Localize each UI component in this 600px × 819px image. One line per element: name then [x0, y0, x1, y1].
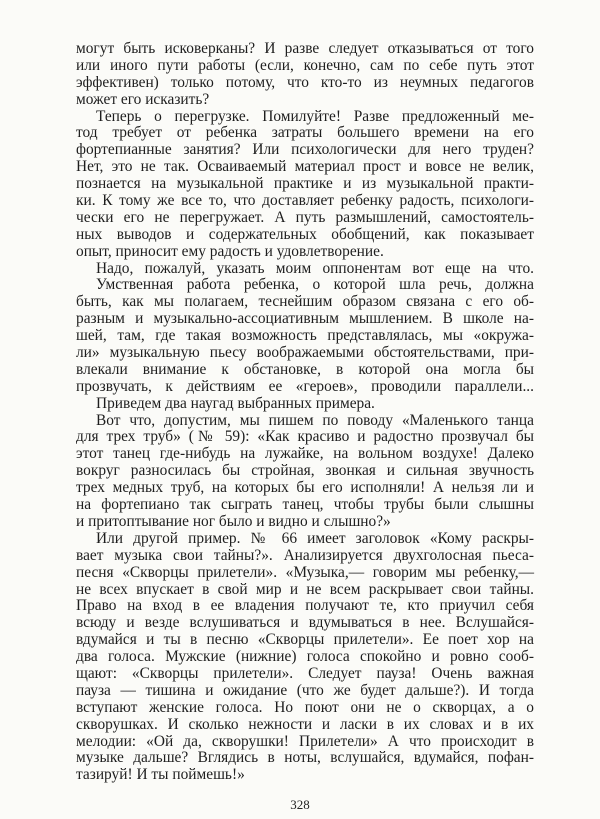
text-line: Приведем два наугад выбранных примера.	[96, 394, 375, 412]
text-line: всюду и везде вслушиваться и вдумываться в нее. Вслушайся-	[76, 614, 534, 632]
text-line: тазируй! И ты поймешь!»	[76, 766, 245, 784]
text-line: познается на музыкальной практике и из музыкальной практи-	[76, 175, 534, 193]
page-body-text	[76, 41, 534, 784]
page-number: 328	[290, 797, 310, 812]
text-line: вокруг разносилась бы стройная, звонкая и сильная звучность	[76, 462, 534, 480]
text-line: скворушках. И сколько нежности и ласки в их словах и в их	[76, 715, 534, 733]
text-line: ных выводов и содержательных обобщений, как показывает	[76, 225, 534, 243]
text-line: фортепианные занятия? Или психологически для него труден?	[76, 141, 534, 159]
text-line: разным и музыкально-ассоциативным мышлением. В школе на-	[76, 310, 534, 328]
text-line: вдумайся и ты в песню «Скворцы прилетели». Ее поет хор на	[76, 631, 534, 649]
text-line: два голоса. Мужские (нижние) голоса спокойно и ровно сооб-	[76, 648, 534, 666]
text-line: щают: «Скворцы прилетели». Следует пауза! Очень важная	[76, 664, 534, 682]
text-line: Надо, пожалуй, указать моим оппонентам вот еще на что.	[96, 259, 534, 277]
text-line: эффективен) только потому, что кто-то из неумных педагогов	[76, 73, 534, 91]
text-line: пауза — тишина и ожидание (что же будет дальше?). И тогда	[76, 681, 534, 699]
text-line: Вот что, допустим, мы пишем по поводу «Маленького танца	[96, 411, 534, 429]
text-line: Право на вход в ее владения получают те, кто приучил себя	[76, 597, 534, 615]
text-line: прозвучать, к действиям ее «героев», проводили параллели...	[76, 377, 534, 395]
text-line: или иного пути работы (если, конечно, сам по себе путь этот	[76, 56, 534, 74]
text-line: опыт, приносит ему радость и удовлетворение.	[76, 242, 384, 260]
text-line: не всех впускает в свой мир и не всем раскрывает свои тайны.	[76, 580, 534, 598]
text-line: Нет, это не так. Осваиваемый материал прост и вовсе не велик,	[76, 158, 534, 176]
text-line: для трех труб» (№ 59): «Как красиво и радостно прозвучал бы	[76, 428, 534, 446]
text-line: ли» музыкальную пьесу воображаемыми обстоятельствами, при-	[76, 344, 534, 362]
text-line: на фортепиано так сыграть танец, чтобы трубы были слышны	[76, 496, 534, 514]
text-line: шей, там, где такая возможность представлялась, мы «окружа-	[76, 327, 534, 345]
text-line: этот танец где-нибудь на лужайке, на вольном воздухе! Далеко	[76, 445, 534, 463]
text-line: Теперь о перегрузке. Помилуйте! Разве предложенный ме-	[96, 107, 534, 125]
text-line: вступают женские голоса. Но поют они не о скворцах, а о	[76, 698, 534, 716]
text-line: тод требует от ребенка затраты большего времени на его	[76, 124, 534, 142]
text-line: песня «Скворцы прилетели». «Музыка,— говорим мы ребенку,—	[76, 563, 534, 581]
text-line: трех медных труб, на которых бы его исполняли! А нельзя ли и	[76, 479, 534, 497]
text-line: может его исказить?	[76, 90, 210, 108]
text-line: музыке дальше? Вглядись в ноты, вслушайся, вдумайся, пофан-	[76, 749, 534, 767]
text-line: чески его не перегружает. А путь размышлений, самостоятель-	[76, 208, 534, 226]
text-line: могут быть исковерканы? И разве следует отказываться от того	[76, 40, 534, 57]
text-line: влекали внимание к обстановке, в которой она могла бы	[76, 360, 534, 378]
text-line: Умственная работа ребенка, о которой шла речь, должна	[96, 276, 534, 294]
text-line: быть, как мы полагаем, теснейшим образом связана с его об-	[76, 293, 534, 311]
text-line: Или другой пример. № 66 имеет заголовок «Кому раскры-	[96, 529, 534, 547]
text-line: ки. К тому же все то, что доставляет ребенку радость, психологи-	[76, 192, 534, 210]
text-line: вает музыка свои тайны?». Анализируется двухголосная пьеса-	[76, 546, 534, 564]
text-line: мелодии: «Ой да, скворушки! Прилетели» А что происходит в	[76, 732, 534, 750]
text-line: и притоптывание ног было и видно и слышно?»	[76, 512, 391, 530]
